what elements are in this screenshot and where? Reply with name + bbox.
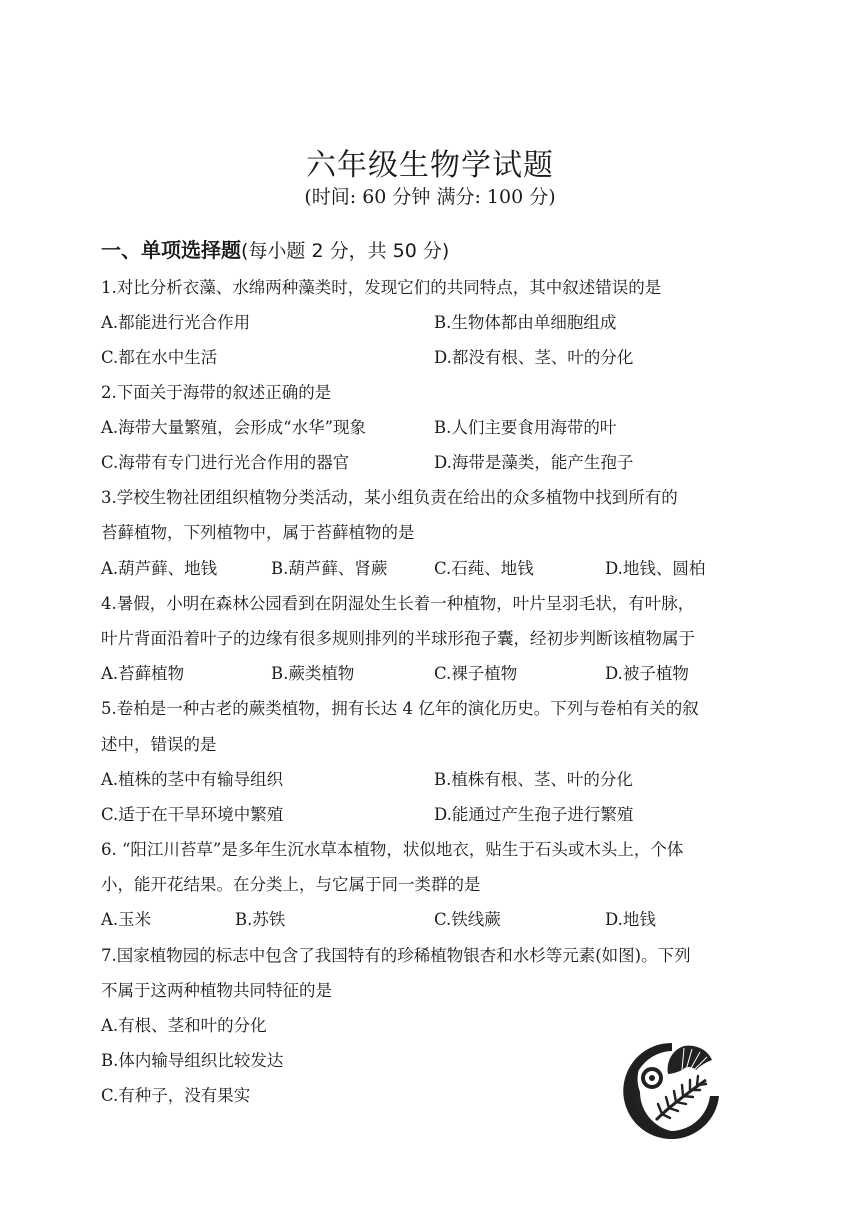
question-2-option-b: B.人们主要食用海带的叶 bbox=[434, 418, 617, 437]
question-7-option-c: C.有种子，没有果实 bbox=[101, 1086, 251, 1105]
question-5-option-d: D.能通过产生孢子进行繁殖 bbox=[434, 805, 634, 824]
question-3-option-a: A.葫芦藓、地钱 bbox=[101, 559, 218, 578]
question-5-stem-line-1: 5.卷柏是一种古老的蕨类植物，拥有长达 4 亿年的演化历史。下列与卷柏有关的叙 bbox=[101, 699, 699, 718]
question-4-option-a: A.苔藓植物 bbox=[101, 664, 185, 683]
botanical-garden-logo-icon bbox=[622, 1040, 722, 1142]
question-4-option-d: D.被子植物 bbox=[605, 664, 689, 683]
question-4-option-c: C.裸子植物 bbox=[434, 664, 518, 683]
section-heading bbox=[101, 234, 449, 263]
question-1-option-b: B.生物体都由单细胞组成 bbox=[434, 313, 617, 332]
section-heading-text: 一、单项选择题 bbox=[101, 238, 241, 262]
question-1-option-a: A.都能进行光合作用 bbox=[101, 313, 251, 332]
question-1-option-c: C.都在水中生活 bbox=[101, 348, 218, 367]
question-3-stem-line-2: 苔藓植物，下列植物中，属于苔藓植物的是 bbox=[101, 523, 415, 542]
question-6-option-b: B.苏铁 bbox=[235, 910, 286, 929]
question-7-stem-line-1: 7.国家植物园的标志中包含了我国特有的珍稀植物银杏和水杉等元素(如图)。下列 bbox=[101, 946, 691, 965]
exam-subtitle: (时间: 60 分钟 满分: 100 分) bbox=[304, 186, 556, 208]
question-7-option-a: A.有根、茎和叶的分化 bbox=[101, 1016, 267, 1035]
question-7-option-b: B.体内输导组织比较发达 bbox=[101, 1051, 284, 1070]
question-7-stem-line-2: 不属于这两种植物共同特征的是 bbox=[101, 981, 332, 1000]
question-3-option-b: B.葫芦藓、肾蕨 bbox=[271, 559, 388, 578]
question-2-option-a: A.海带大量繁殖，会形成“水华”现象 bbox=[101, 418, 367, 437]
question-1-option-d: D.都没有根、茎、叶的分化 bbox=[434, 348, 634, 367]
section-note: (每小题 2 分，共 50 分) bbox=[241, 240, 450, 262]
question-2-stem: 2.下面关于海带的叙述正确的是 bbox=[101, 383, 332, 402]
question-2-option-c: C.海带有专门进行光合作用的器官 bbox=[101, 453, 350, 472]
question-1-stem: 1.对比分析衣藻、水绵两种藻类时，发现它们的共同特点，其中叙述错误的是 bbox=[101, 278, 662, 297]
question-5-option-b: B.植株有根、茎、叶的分化 bbox=[434, 770, 633, 789]
exam-title: 六年级生物学试题 bbox=[306, 148, 554, 183]
question-6-option-a: A.玉米 bbox=[101, 910, 152, 929]
question-6-option-c: C.铁线蕨 bbox=[434, 910, 501, 929]
question-6-stem-line-1: 6. “阳江川苔草”是多年生沉水草本植物，状似地衣，贴生于石头或木头上，个体 bbox=[101, 840, 684, 859]
question-4-stem-line-2: 叶片背面沿着叶子的边缘有很多规则排列的半球形孢子囊，经初步判断该植物属于 bbox=[101, 629, 695, 648]
question-4-stem-line-1: 4.暑假，小明在森林公园看到在阴湿处生长着一种植物，叶片呈羽毛状，有叶脉， bbox=[101, 594, 695, 613]
question-5-option-a: A.植株的茎中有输导组织 bbox=[101, 770, 284, 789]
question-2-option-d: D.海带是藻类，能产生孢子 bbox=[434, 453, 634, 472]
question-5-stem-line-2: 述中，错误的是 bbox=[101, 735, 217, 754]
question-6-stem-line-2: 小，能开花结果。在分类上，与它属于同一类群的是 bbox=[101, 875, 481, 894]
question-3-option-d: D.地钱、圆柏 bbox=[605, 559, 706, 578]
question-3-stem-line-1: 3.学校生物社团组织植物分类活动，某小组负责在给出的众多植物中找到所有的 bbox=[101, 488, 678, 507]
question-3-option-c: C.石莼、地钱 bbox=[434, 559, 534, 578]
question-5-option-c: C.适于在干旱环境中繁殖 bbox=[101, 805, 284, 824]
question-6-option-d: D.地钱 bbox=[605, 910, 656, 929]
question-4-option-b: B.蕨类植物 bbox=[271, 664, 355, 683]
